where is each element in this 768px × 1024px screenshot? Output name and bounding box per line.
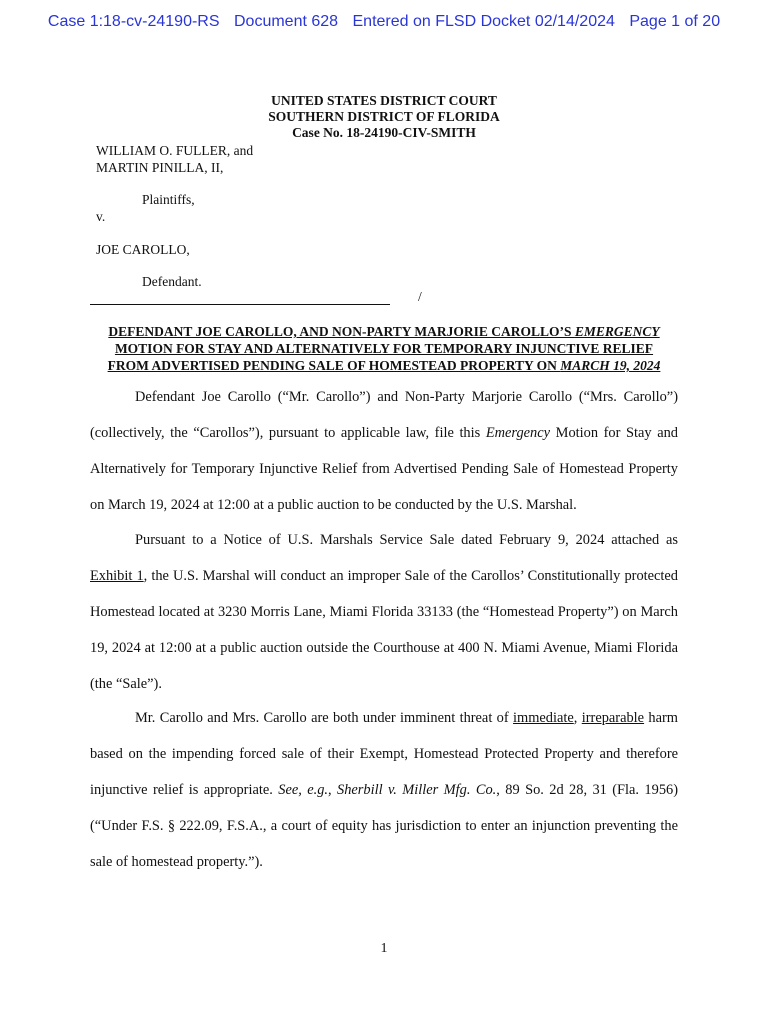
paragraph-3: [90, 700, 678, 880]
paragraph-1: [90, 379, 678, 523]
p1-text-c: Motion for Stay and Alternatively for Temporary Injunctive Relief from Advertised Pending Sale of Homestead Property on March 19, 2024 at 12:00 at a public auction to be conducted by the U.S. Marshal.: [90, 425, 678, 513]
p3-see-eg: See, e.g.: [278, 782, 328, 798]
p3-comma: ,: [573, 710, 582, 726]
court-heading: [0, 93, 768, 141]
caption-slash: /: [418, 289, 422, 304]
plaintiff-1: WILLIAM O. FULLER, and: [96, 143, 254, 158]
title-line-1: [90, 323, 678, 340]
motion-title: [90, 323, 678, 374]
page-number: 1: [380, 941, 388, 956]
p3-irreparable: irreparable: [581, 710, 645, 726]
court-name: UNITED STATES DISTRICT COURT: [271, 93, 497, 108]
docket-entered: Entered on FLSD Docket 02/14/2024: [352, 13, 615, 30]
title-emergency: EMERGENCY: [574, 324, 660, 339]
exhibit-1-link[interactable]: Exhibit 1: [90, 568, 144, 584]
title-line-1-text: DEFENDANT JOE CAROLLO, AND NON-PARTY MARJORIE CAROLLO’S: [108, 324, 575, 339]
plaintiff-2: MARTIN PINILLA, II,: [96, 160, 224, 175]
title-line-3-text: FROM ADVERTISED PENDING SALE OF HOMESTEAD PROPERTY ON: [107, 358, 561, 373]
plaintiffs-label: Plaintiffs,: [142, 192, 195, 207]
court-district: SOUTHERN DISTRICT OF FLORIDA: [268, 109, 500, 124]
case-number: Case No. 18-24190-CIV-SMITH: [292, 125, 476, 140]
versus: v.: [96, 209, 106, 224]
title-line-3: [90, 357, 678, 374]
title-date: MARCH 19, 2024: [560, 358, 661, 373]
docket-case: Case 1:18-cv-24190-RS: [47, 13, 220, 30]
p3-text-e: harm based on the impending forced sale of their Exempt, Homestead Protected Property and therefore injunctive relief is appropriate.: [90, 710, 679, 798]
docket-document: Document 628: [233, 13, 339, 30]
paragraph-2: [90, 522, 678, 702]
p2-text-a: Pursuant to a Notice of U.S. Marshals Service Sale dated February 9, 2024 attached as: [135, 532, 678, 548]
p3-comma-2: ,: [328, 782, 338, 798]
p1-emergency: Emergency: [485, 425, 551, 441]
p2-text-c: , the U.S. Marshal will conduct an improper Sale of the Carollos’ Constitutionally protected Homestead located at 3230 Morris Lane, Miami Florida 33133 (the “Homestead Property”) on March 19, 2024 at 12:00 at a public auction outside the Courthouse at 400 N. Miami Avenue, Miami Florida (the “Sale”).: [90, 568, 678, 692]
p3-immediate: immediate: [513, 710, 574, 726]
defendant-label: Defendant.: [142, 274, 202, 289]
docket-page: Page 1 of 20: [629, 13, 721, 30]
p1-text-a: Defendant Joe Carollo (“Mr. Carollo”) and Non-Party Marjorie Carollo (“Mrs. Carollo”) (collectively, the “Carollos”), pursuant to applicable law, file this: [90, 389, 678, 441]
p3-text-i: , 89 So. 2d 28, 31 (Fla. 1956) (“Under F.S. § 222.09, F.S.A., a court of equity has jurisdiction to enter an injunction preventing the sale of homestead property.”).: [90, 782, 679, 870]
defendant-name: JOE CAROLLO,: [96, 242, 190, 257]
p3-text-a: Mr. Carollo and Mrs. Carollo are both under imminent threat of: [135, 710, 514, 726]
caption-divider: [90, 304, 390, 305]
title-line-2: MOTION FOR STAY AND ALTERNATIVELY FOR TEMPORARY INJUNCTIVE RELIEF: [114, 341, 654, 356]
docket-header: [0, 13, 768, 31]
p3-case-name: Sherbill v. Miller Mfg. Co.: [337, 782, 497, 798]
